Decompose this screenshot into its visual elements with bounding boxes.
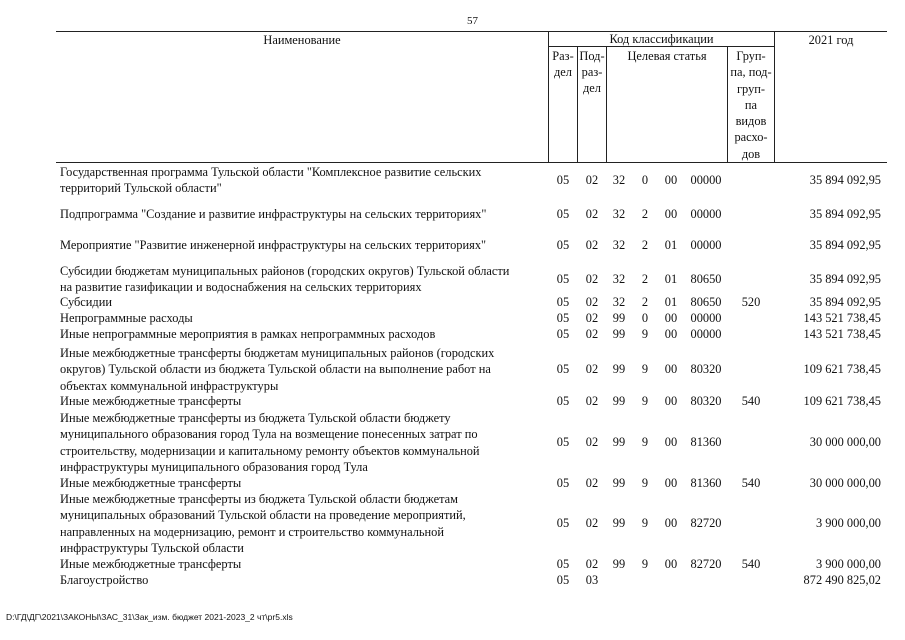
row-cs2: 9: [641, 327, 649, 341]
row-cs2: 9: [641, 516, 649, 530]
row-cs3: 00: [664, 327, 678, 341]
row-razdel: 05: [556, 362, 570, 376]
row-cs4: 80320: [690, 362, 722, 376]
row-name: Иные межбюджетные трансферты: [60, 557, 242, 571]
row-vid: 540: [741, 557, 761, 571]
row-podrazdel: 02: [585, 173, 599, 187]
row-razdel: 05: [556, 295, 570, 309]
row-name: Непрограммные расходы: [60, 311, 193, 325]
page-number: 57: [467, 15, 478, 27]
row-podrazdel: 02: [585, 295, 599, 309]
row-amount: 109 621 738,45: [803, 362, 881, 376]
row-vid: 520: [741, 295, 761, 309]
row-cs3: 00: [664, 476, 678, 490]
col-divider-group: [774, 31, 775, 162]
row-cs3: 00: [664, 207, 678, 221]
row-cs1: 32: [612, 207, 626, 221]
row-cs4: 82720: [690, 516, 722, 530]
row-cs1: 99: [612, 476, 626, 490]
row-amount: 3 900 000,00: [815, 516, 881, 530]
row-razdel: 05: [556, 516, 570, 530]
row-cs1: 99: [612, 516, 626, 530]
row-podrazdel: 03: [585, 573, 599, 587]
row-razdel: 05: [556, 207, 570, 221]
row-cs3: 00: [664, 435, 678, 449]
row-cs4: 81360: [690, 476, 722, 490]
row-amount: 35 894 092,95: [809, 272, 881, 286]
row-cs4: 00000: [690, 311, 722, 325]
row-cs2: 0: [641, 311, 649, 325]
row-cs4: 81360: [690, 435, 722, 449]
row-amount: 143 521 738,45: [803, 327, 881, 341]
row-name: Субсидии бюджетам муниципальных районов (городских округов) Тульской области на развитие газификации и водоснабжения на сельских территориях: [60, 264, 510, 295]
row-cs2: 9: [641, 557, 649, 571]
row-razdel: 05: [556, 476, 570, 490]
row-razdel: 05: [556, 173, 570, 187]
row-cs3: 00: [664, 557, 678, 571]
header-group: Груп- па, под- груп- па видов расхо- дов: [730, 49, 772, 161]
row-cs1: 32: [612, 295, 626, 309]
row-cs3: 01: [664, 295, 678, 309]
row-cs4: 00000: [690, 327, 722, 341]
row-cs4: 82720: [690, 557, 722, 571]
row-amount: 30 000 000,00: [809, 476, 881, 490]
row-cs3: 01: [664, 238, 678, 252]
row-podrazdel: 02: [585, 435, 599, 449]
row-cs3: 00: [664, 173, 678, 187]
header-name: Наименование: [263, 33, 341, 47]
row-name: Иные межбюджетные трансферты из бюджета Тульской области бюджету муниципального образования город Тула на возмещение понесенных затрат по строительству, модернизации и капитальному ремонту объектов коммунальной инфраструктуры муниципального образования город Тула: [60, 411, 480, 474]
row-amount: 35 894 092,95: [809, 173, 881, 187]
row-cs1: 32: [612, 238, 626, 252]
row-name: Иные межбюджетные трансферты: [60, 476, 242, 490]
row-amount: 35 894 092,95: [809, 238, 881, 252]
row-podrazdel: 02: [585, 272, 599, 286]
row-cs3: 00: [664, 362, 678, 376]
row-cs2: 9: [641, 435, 649, 449]
row-cs4: 80650: [690, 272, 722, 286]
row-vid: 540: [741, 476, 761, 490]
row-name: Государственная программа Тульской области "Комплексное развитие сельских территорий Тульской области": [60, 165, 482, 196]
row-amount: 3 900 000,00: [815, 557, 881, 571]
row-amount: 143 521 738,45: [803, 311, 881, 325]
row-podrazdel: 02: [585, 238, 599, 252]
row-cs1: 99: [612, 362, 626, 376]
row-cs4: 00000: [690, 207, 722, 221]
row-cs2: 2: [641, 272, 649, 286]
row-cs4: 80320: [690, 394, 722, 408]
header-year: 2021 год: [808, 33, 854, 47]
row-amount: 35 894 092,95: [809, 295, 881, 309]
row-name: Мероприятие "Развитие инженерной инфраструктуры на сельских территориях": [60, 238, 487, 252]
row-name: Иные непрограммные мероприятия в рамках непрограммных расходов: [60, 327, 436, 341]
row-cs4: 00000: [690, 173, 722, 187]
row-podrazdel: 02: [585, 207, 599, 221]
row-cs2: 2: [641, 295, 649, 309]
row-razdel: 05: [556, 573, 570, 587]
row-name: Иные межбюджетные трансферты бюджетам муниципальных районов (городских округов) Тульской области из бюджета Тульской области на выполнение работ на объектах коммунальной инфраструктуры: [60, 346, 495, 393]
row-name: Подпрограмма "Создание и развитие инфраструктуры на сельских территориях": [60, 207, 487, 221]
row-razdel: 05: [556, 238, 570, 252]
row-podrazdel: 02: [585, 394, 599, 408]
row-podrazdel: 02: [585, 311, 599, 325]
row-amount: 35 894 092,95: [809, 207, 881, 221]
row-razdel: 05: [556, 435, 570, 449]
header-target: Целевая статья: [627, 49, 707, 63]
row-name: Субсидии: [60, 295, 112, 309]
row-amount: 109 621 738,45: [803, 394, 881, 408]
row-razdel: 05: [556, 327, 570, 341]
row-cs1: 99: [612, 311, 626, 325]
file-path-footer: D:\ГД\ДГ\2021\ЗАКОНЫ\ЗАС_31\Зак_изм. бюджет 2021-2023_2 чт\pr5.xls: [6, 612, 293, 622]
header-podrazdel: Под- раз- дел: [579, 49, 605, 95]
row-cs2: 9: [641, 476, 649, 490]
row-podrazdel: 02: [585, 516, 599, 530]
row-cs4: 80650: [690, 295, 722, 309]
row-podrazdel: 02: [585, 557, 599, 571]
row-podrazdel: 02: [585, 362, 599, 376]
row-vid: 540: [741, 394, 761, 408]
row-name: Иные межбюджетные трансферты: [60, 394, 242, 408]
row-name: Иные межбюджетные трансферты из бюджета Тульской области бюджетам муниципальных образований Тульской области на проведение мероприятий, направленных на модернизацию, ремонт и строительство коммунальной инфраструктуры Тульской области: [60, 492, 466, 555]
row-cs1: 32: [612, 173, 626, 187]
row-podrazdel: 02: [585, 327, 599, 341]
row-cs2: 9: [641, 362, 649, 376]
row-cs3: 00: [664, 516, 678, 530]
header-bottom-border: [56, 162, 887, 163]
row-cs1: 99: [612, 557, 626, 571]
row-cs2: 0: [641, 173, 649, 187]
row-name: Благоустройство: [60, 573, 149, 587]
row-cs1: 99: [612, 327, 626, 341]
row-cs2: 2: [641, 207, 649, 221]
row-cs3: 00: [664, 394, 678, 408]
row-cs1: 32: [612, 272, 626, 286]
row-razdel: 05: [556, 311, 570, 325]
row-podrazdel: 02: [585, 476, 599, 490]
header-razdel: Раз- дел: [552, 49, 574, 79]
header-code-group: Код классификации: [609, 32, 714, 46]
row-cs2: 2: [641, 238, 649, 252]
row-amount: 30 000 000,00: [809, 435, 881, 449]
row-cs1: 99: [612, 435, 626, 449]
row-amount: 872 490 825,02: [803, 573, 881, 587]
row-cs4: 00000: [690, 238, 722, 252]
row-cs3: 01: [664, 272, 678, 286]
row-cs3: 00: [664, 311, 678, 325]
row-cs1: 99: [612, 394, 626, 408]
row-razdel: 05: [556, 557, 570, 571]
row-cs2: 9: [641, 394, 649, 408]
row-razdel: 05: [556, 394, 570, 408]
row-razdel: 05: [556, 272, 570, 286]
